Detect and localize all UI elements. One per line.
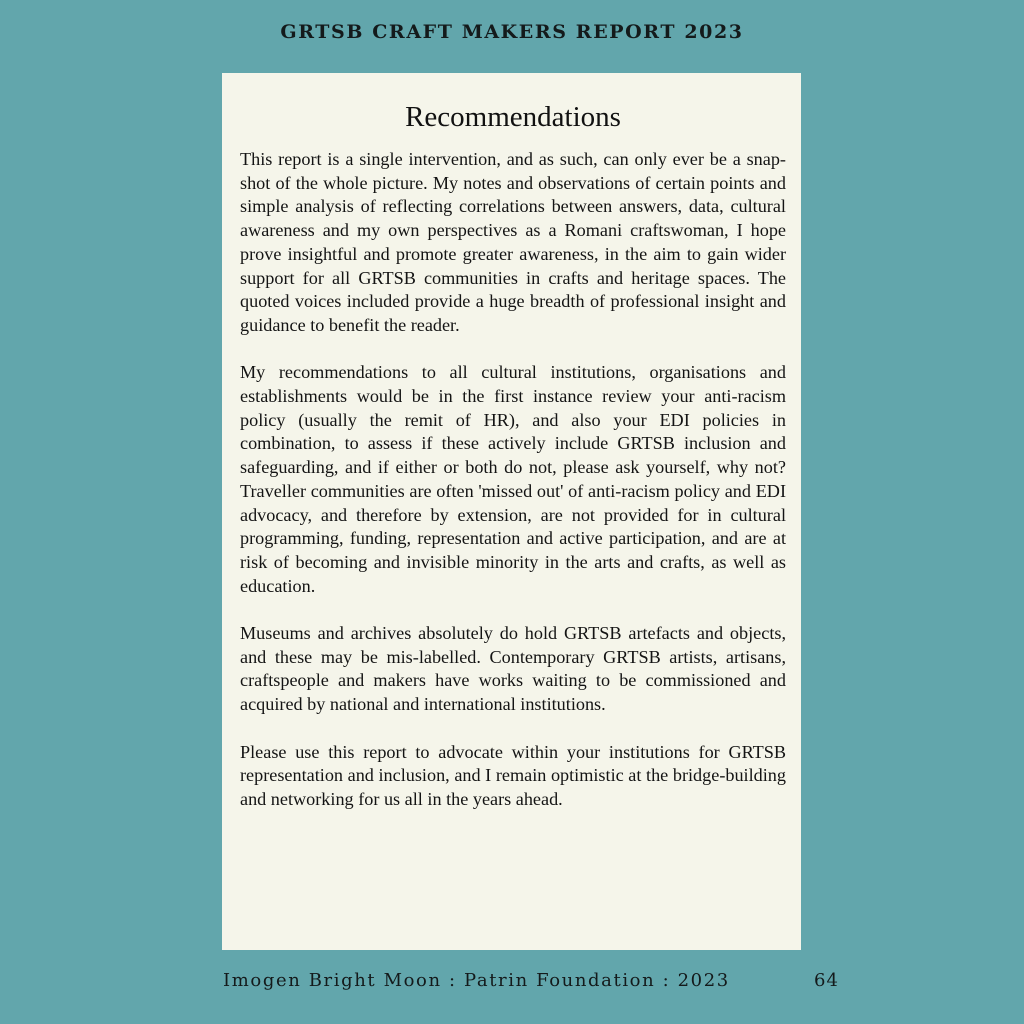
paragraph-intro: This report is a single intervention, and as such, can only ever be a snap-shot of the whole picture. My notes and observations of certain points and simple analysis of reflecting correlations between answers, data, cultural awareness and my own perspectives as a Romani craftswoman, I hope prove insightful and promote greater awareness, in the aim to gain wider support for all GRTSB communities in crafts and heritage spaces. The quoted voices included provide a huge breadth of professional insight and guidance to benefit the reader. [240, 149, 786, 335]
paragraph-museums-archives: Museums and archives absolutely do hold GRTSB artefacts and objects, and these may be mis-labelled. Contemporary GRTSB artists, artisans, craftspeople and makers have works waiting to be commissioned and acquired by national and international institutions. [240, 623, 786, 715]
paragraph-policy-recommendations: My recommendations to all cultural institutions, organisations and establishments would be in the first instance review your anti-racism policy (usually the remit of HR), and also your EDI policies in combination, to assess if these actively include GRTSB inclusion and safeguarding, and if either or both do not, please ask yourself, why not? Traveller communities are often 'missed out' of anti-racism policy and EDI advocacy, and therefore by extension, are not provided for in cultural programming, funding, representation and active participation, and are at risk of becoming and invisible minority in the arts and crafts, as well as education. [240, 362, 786, 596]
report-header-title: GRTSB CRAFT MAKERS REPORT 2023 [280, 21, 744, 43]
page-number: 64 [814, 970, 839, 991]
paragraph-closing: Please use this report to advocate within your institutions for GRTSB representation and inclusion, and I remain optimistic at the bridge-building and networking for us all in the years ahead. [240, 741, 786, 809]
page-heading: Recommendations [405, 101, 621, 133]
page-card [222, 73, 801, 950]
footer-credit: Imogen Bright Moon : Patrin Foundation : 2023 [223, 970, 730, 991]
